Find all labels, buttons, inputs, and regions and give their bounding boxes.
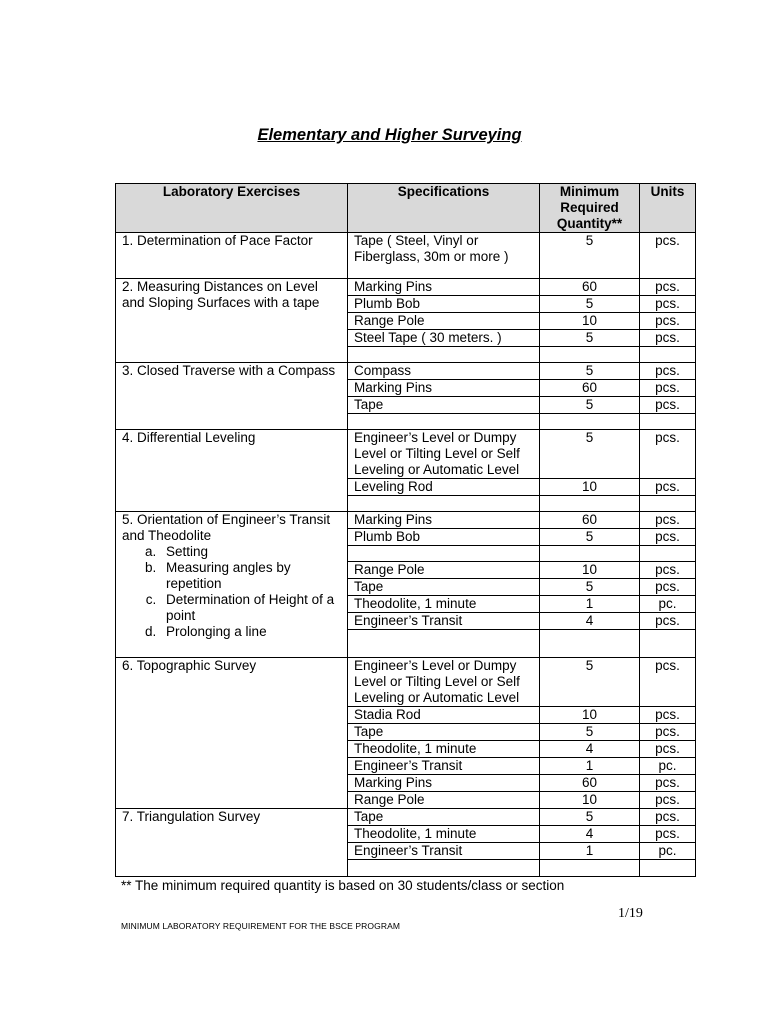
unit-cell: pcs. [640,479,696,496]
spec-cell: Marking Pins [348,775,540,792]
page-number: 1/19 [618,906,643,921]
spec-cell: Engineer’s Level or Dumpy Level or Tilting Level or Self Leveling or Automatic Level [348,658,540,707]
spec-cell: Engineer’s Level or Dumpy Level or Tilting Level or Self Leveling or Automatic Level [348,430,540,479]
spec-cell: Plumb Bob [348,529,540,546]
spec-cell: Range Pole [348,313,540,330]
qty-cell: 5 [540,724,640,741]
unit-cell-empty [640,347,696,363]
unit-cell: pcs. [640,741,696,758]
unit-cell: pcs. [640,775,696,792]
table-row [116,512,696,529]
qty-cell: 4 [540,741,640,758]
unit-cell: pc. [640,758,696,775]
unit-cell: pcs. [640,724,696,741]
qty-cell-empty [540,347,640,363]
exercise-4-label: 4. Differential Leveling [116,430,348,512]
unit-cell: pcs. [640,233,696,279]
qty-cell: 1 [540,758,640,775]
qty-cell: 5 [540,330,640,347]
qty-cell: 5 [540,430,640,479]
spec-cell: Engineer’s Transit [348,758,540,775]
qty-cell-empty [540,630,640,658]
unit-cell: pcs. [640,380,696,397]
unit-cell: pc. [640,843,696,860]
exercise-5-label: 5. Orientation of Engineer’s Transit and Theodolite [122,512,331,543]
qty-cell: 5 [540,233,640,279]
spec-cell: Engineer’s Transit [348,843,540,860]
qty-cell: 10 [540,479,640,496]
spec-cell: Tape [348,724,540,741]
list-item: c. Determination of Height of a point [160,592,341,624]
unit-cell: pcs. [640,296,696,313]
unit-cell: pcs. [640,579,696,596]
spec-cell-empty [348,630,540,658]
qty-cell-empty [540,860,640,877]
unit-cell: pc. [640,596,696,613]
spec-cell: Theodolite, 1 minute [348,596,540,613]
qty-cell: 60 [540,775,640,792]
unit-cell: pcs. [640,397,696,414]
exercise-5-subitems [122,544,341,640]
qty-cell: 5 [540,809,640,826]
spec-cell: Tape [348,579,540,596]
spec-cell: Engineer’s Transit [348,613,540,630]
unit-cell: pcs. [640,613,696,630]
exercise-5-cell [116,512,348,658]
qty-cell: 60 [540,279,640,296]
qty-cell-empty [540,496,640,512]
qty-cell: 10 [540,313,640,330]
spec-cell: Steel Tape ( 30 meters. ) [348,330,540,347]
qty-cell: 60 [540,512,640,529]
qty-cell: 5 [540,579,640,596]
unit-cell: pcs. [640,562,696,579]
exercise-1-label: 1. Determination of Pace Factor [116,233,348,279]
spec-cell-empty [348,496,540,512]
spec-cell-empty [348,414,540,430]
qty-cell: 5 [540,296,640,313]
qty-cell: 10 [540,707,640,724]
qty-cell-empty [540,546,640,562]
qty-cell: 5 [540,529,640,546]
header-quantity-line3: Quantity** [556,216,623,231]
unit-cell: pcs. [640,330,696,347]
unit-cell: pcs. [640,430,696,479]
list-item: d. Prolonging a line [160,624,341,640]
unit-cell-empty [640,860,696,877]
unit-cell-empty [640,546,696,562]
qty-cell: 10 [540,562,640,579]
page-title: Elementary and Higher Surveying [257,126,522,144]
table-row [116,363,696,380]
unit-cell-empty [640,496,696,512]
unit-cell: pcs. [640,658,696,707]
exercise-2-label: 2. Measuring Distances on Level and Sloping Surfaces with a tape [116,279,348,363]
header-exercises: Laboratory Exercises [116,184,348,233]
unit-cell: pcs. [640,279,696,296]
header-quantity-line2: Required [560,200,619,215]
qty-cell: 4 [540,613,640,630]
qty-cell: 5 [540,658,640,707]
spec-cell: Compass [348,363,540,380]
table-header-row [116,184,696,233]
page-footer: MINIMUM LABORATORY REQUIREMENT FOR THE BSCE PROGRAM [121,921,401,931]
spec-cell: Range Pole [348,562,540,579]
unit-cell: pcs. [640,792,696,809]
spec-cell: Marking Pins [348,380,540,397]
unit-cell-empty [640,414,696,430]
spec-cell: Theodolite, 1 minute [348,826,540,843]
unit-cell: pcs. [640,529,696,546]
footnote: ** The minimum required quantity is based on 30 students/class or section [121,878,565,893]
qty-cell: 5 [540,397,640,414]
spec-cell: Marking Pins [348,279,540,296]
table-row [116,279,696,296]
spec-cell-empty [348,546,540,562]
unit-cell: pcs. [640,363,696,380]
header-units: Units [640,184,696,233]
unit-cell: pcs. [640,707,696,724]
spec-cell: Tape [348,809,540,826]
qty-cell: 60 [540,380,640,397]
qty-cell: 10 [540,792,640,809]
spec-cell: Range Pole [348,792,540,809]
qty-cell: 5 [540,363,640,380]
exercise-6-label: 6. Topographic Survey [116,658,348,809]
unit-cell: pcs. [640,809,696,826]
table-row [116,430,696,479]
spec-cell: Leveling Rod [348,479,540,496]
list-item: b. Measuring angles by repetition [160,560,341,592]
qty-cell: 4 [540,826,640,843]
unit-cell-empty [640,630,696,658]
spec-cell: Stadia Rod [348,707,540,724]
spec-cell: Tape [348,397,540,414]
spec-cell: Theodolite, 1 minute [348,741,540,758]
table-row [116,658,696,707]
header-quantity [540,184,640,233]
spec-cell-empty [348,347,540,363]
spec-cell: Plumb Bob [348,296,540,313]
table-row [116,809,696,826]
header-specifications: Specifications [348,184,540,233]
qty-cell: 1 [540,596,640,613]
exercise-7-label: 7. Triangulation Survey [116,809,348,877]
list-item: a. Setting [160,544,341,560]
spec-cell: Marking Pins [348,512,540,529]
requirements-table [115,183,696,877]
qty-cell-empty [540,414,640,430]
unit-cell: pcs. [640,826,696,843]
spec-cell-empty [348,860,540,877]
qty-cell: 1 [540,843,640,860]
unit-cell: pcs. [640,512,696,529]
exercise-3-label: 3. Closed Traverse with a Compass [116,363,348,430]
spec-cell: Tape ( Steel, Vinyl or Fiberglass, 30m or more ) [348,233,540,279]
unit-cell: pcs. [640,313,696,330]
header-quantity-line1: Minimum [559,184,620,199]
table-row [116,233,696,279]
